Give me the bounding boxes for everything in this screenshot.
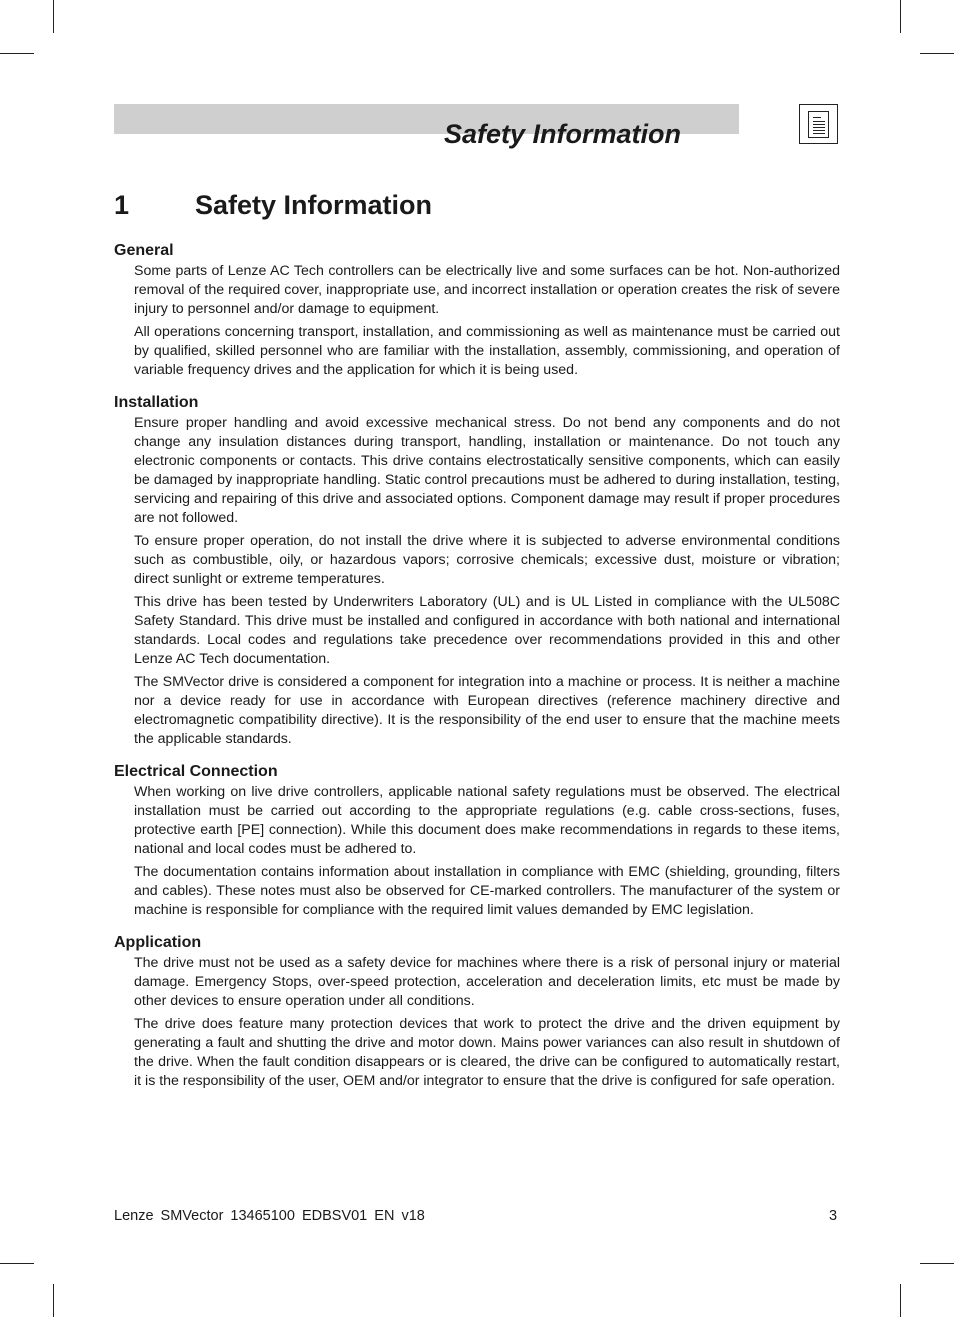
section-general: [114, 240, 840, 380]
crop-mark: [0, 1263, 34, 1264]
document-icon: [799, 104, 838, 144]
paragraph: The SMVector drive is considered a component for integration into a machine or process. It is neither a machine nor a device ready for use in accordance with European directives (reference machinery directive and electromagnetic compatibility directive). It is the responsibility of the end user to ensure that the machine meets the applicable standards.: [134, 674, 840, 747]
section-installation: [114, 392, 840, 749]
section-electrical-connection: [114, 761, 840, 920]
paragraph: The drive must not be used as a safety device for machines where there is a risk of personal injury or material damage. Emergency Stops, over-speed protection, acceleration and deceleration limits, etc must be made by other devices to ensure operation under all conditions.: [134, 955, 840, 1009]
crop-mark: [900, 1284, 901, 1317]
section-heading: Electrical Connection: [114, 763, 278, 780]
paragraph: To ensure proper operation, do not install the drive where it is subjected to adverse environmental conditions such as combustible, oily, or hazardous vapors; corrosive chemicals; excessive dust, moisture or vibration; direct sunlight or extreme temperatures.: [134, 533, 840, 587]
crop-mark: [920, 1263, 954, 1264]
section-heading: Installation: [114, 394, 199, 411]
crop-mark: [0, 53, 34, 54]
paragraph: Ensure proper handling and avoid excessive mechanical stress. Do not bend any components and do not change any insulation distances during transport, handling, installation or maintenance. Do not touch any electronic components or contacts. This drive contains electrostatically sensitive components, which can easily be damaged by inappropriate handling. Static control precautions must be adhered to during installation, testing, servicing and repairing of this drive and associated options. Component damage may result if proper procedures are not followed.: [134, 415, 840, 526]
crop-mark: [53, 0, 54, 33]
paragraph: The documentation contains information about installation in compliance with EMC (shielding, grounding, filters and cables). These notes must also be observed for CE-marked controllers. The manufacturer of the system or machine is responsible for compliance with the required limit values demanded by EMC legislation.: [134, 864, 840, 918]
page-number: 3: [829, 1208, 838, 1224]
main-content: [114, 240, 840, 1103]
section-application: [114, 932, 840, 1091]
section-heading: General: [114, 242, 174, 259]
paragraph: The drive does feature many protection devices that work to protect the drive and the driven equipment by generating a fault and shutting the drive and motor down. Mains power variances can also result in shutdown of the drive. When the fault condition disappears or is cleared, the drive can be configured to automatically restart, it is the responsibility of the user, OEM and/or integrator to ensure that the drive is configured for safe operation.: [134, 1016, 840, 1089]
paragraph: This drive has been tested by Underwriters Laboratory (UL) and is UL Listed in compliance with the UL508C Safety Standard. This drive must be installed and configured in accordance with both national and international standards. Local codes and regulations take precedence over recommendations provided in this and other Lenze AC Tech documentation.: [134, 594, 840, 667]
paragraph: Some parts of Lenze AC Tech controllers can be electrically live and some surfaces can be hot. Non-authorized removal of the required cover, inappropriate use, and incorrect installation or operation creates the risk of severe injury to personnel and/or damage to equipment.: [134, 263, 840, 317]
section-heading: Application: [114, 934, 202, 951]
header-title: Safety Information: [444, 119, 682, 149]
footer-doc-ref: Lenze SMVector 13465100 EDBSV01 EN v18: [114, 1208, 425, 1224]
chapter-number: 1: [114, 190, 130, 220]
crop-mark: [53, 1284, 54, 1317]
chapter-title: Safety Information: [195, 190, 433, 220]
crop-mark: [920, 53, 954, 54]
crop-mark: [900, 0, 901, 33]
paragraph: When working on live drive controllers, applicable national safety regulations must be observed. The electrical installation must be carried out according to the appropriate regulations (e.g. cable cross-sections, fuses, protective earth [PE] connection). While this document does make recommendations in regards to these items, national and local codes must be adhered to.: [134, 784, 840, 857]
paragraph: All operations concerning transport, installation, and commissioning as well as maintenance must be carried out by qualified, skilled personnel who are familiar with the installation, assembly, commissioning, and operation of variable frequency drives and the application for which it is being used.: [134, 324, 840, 378]
